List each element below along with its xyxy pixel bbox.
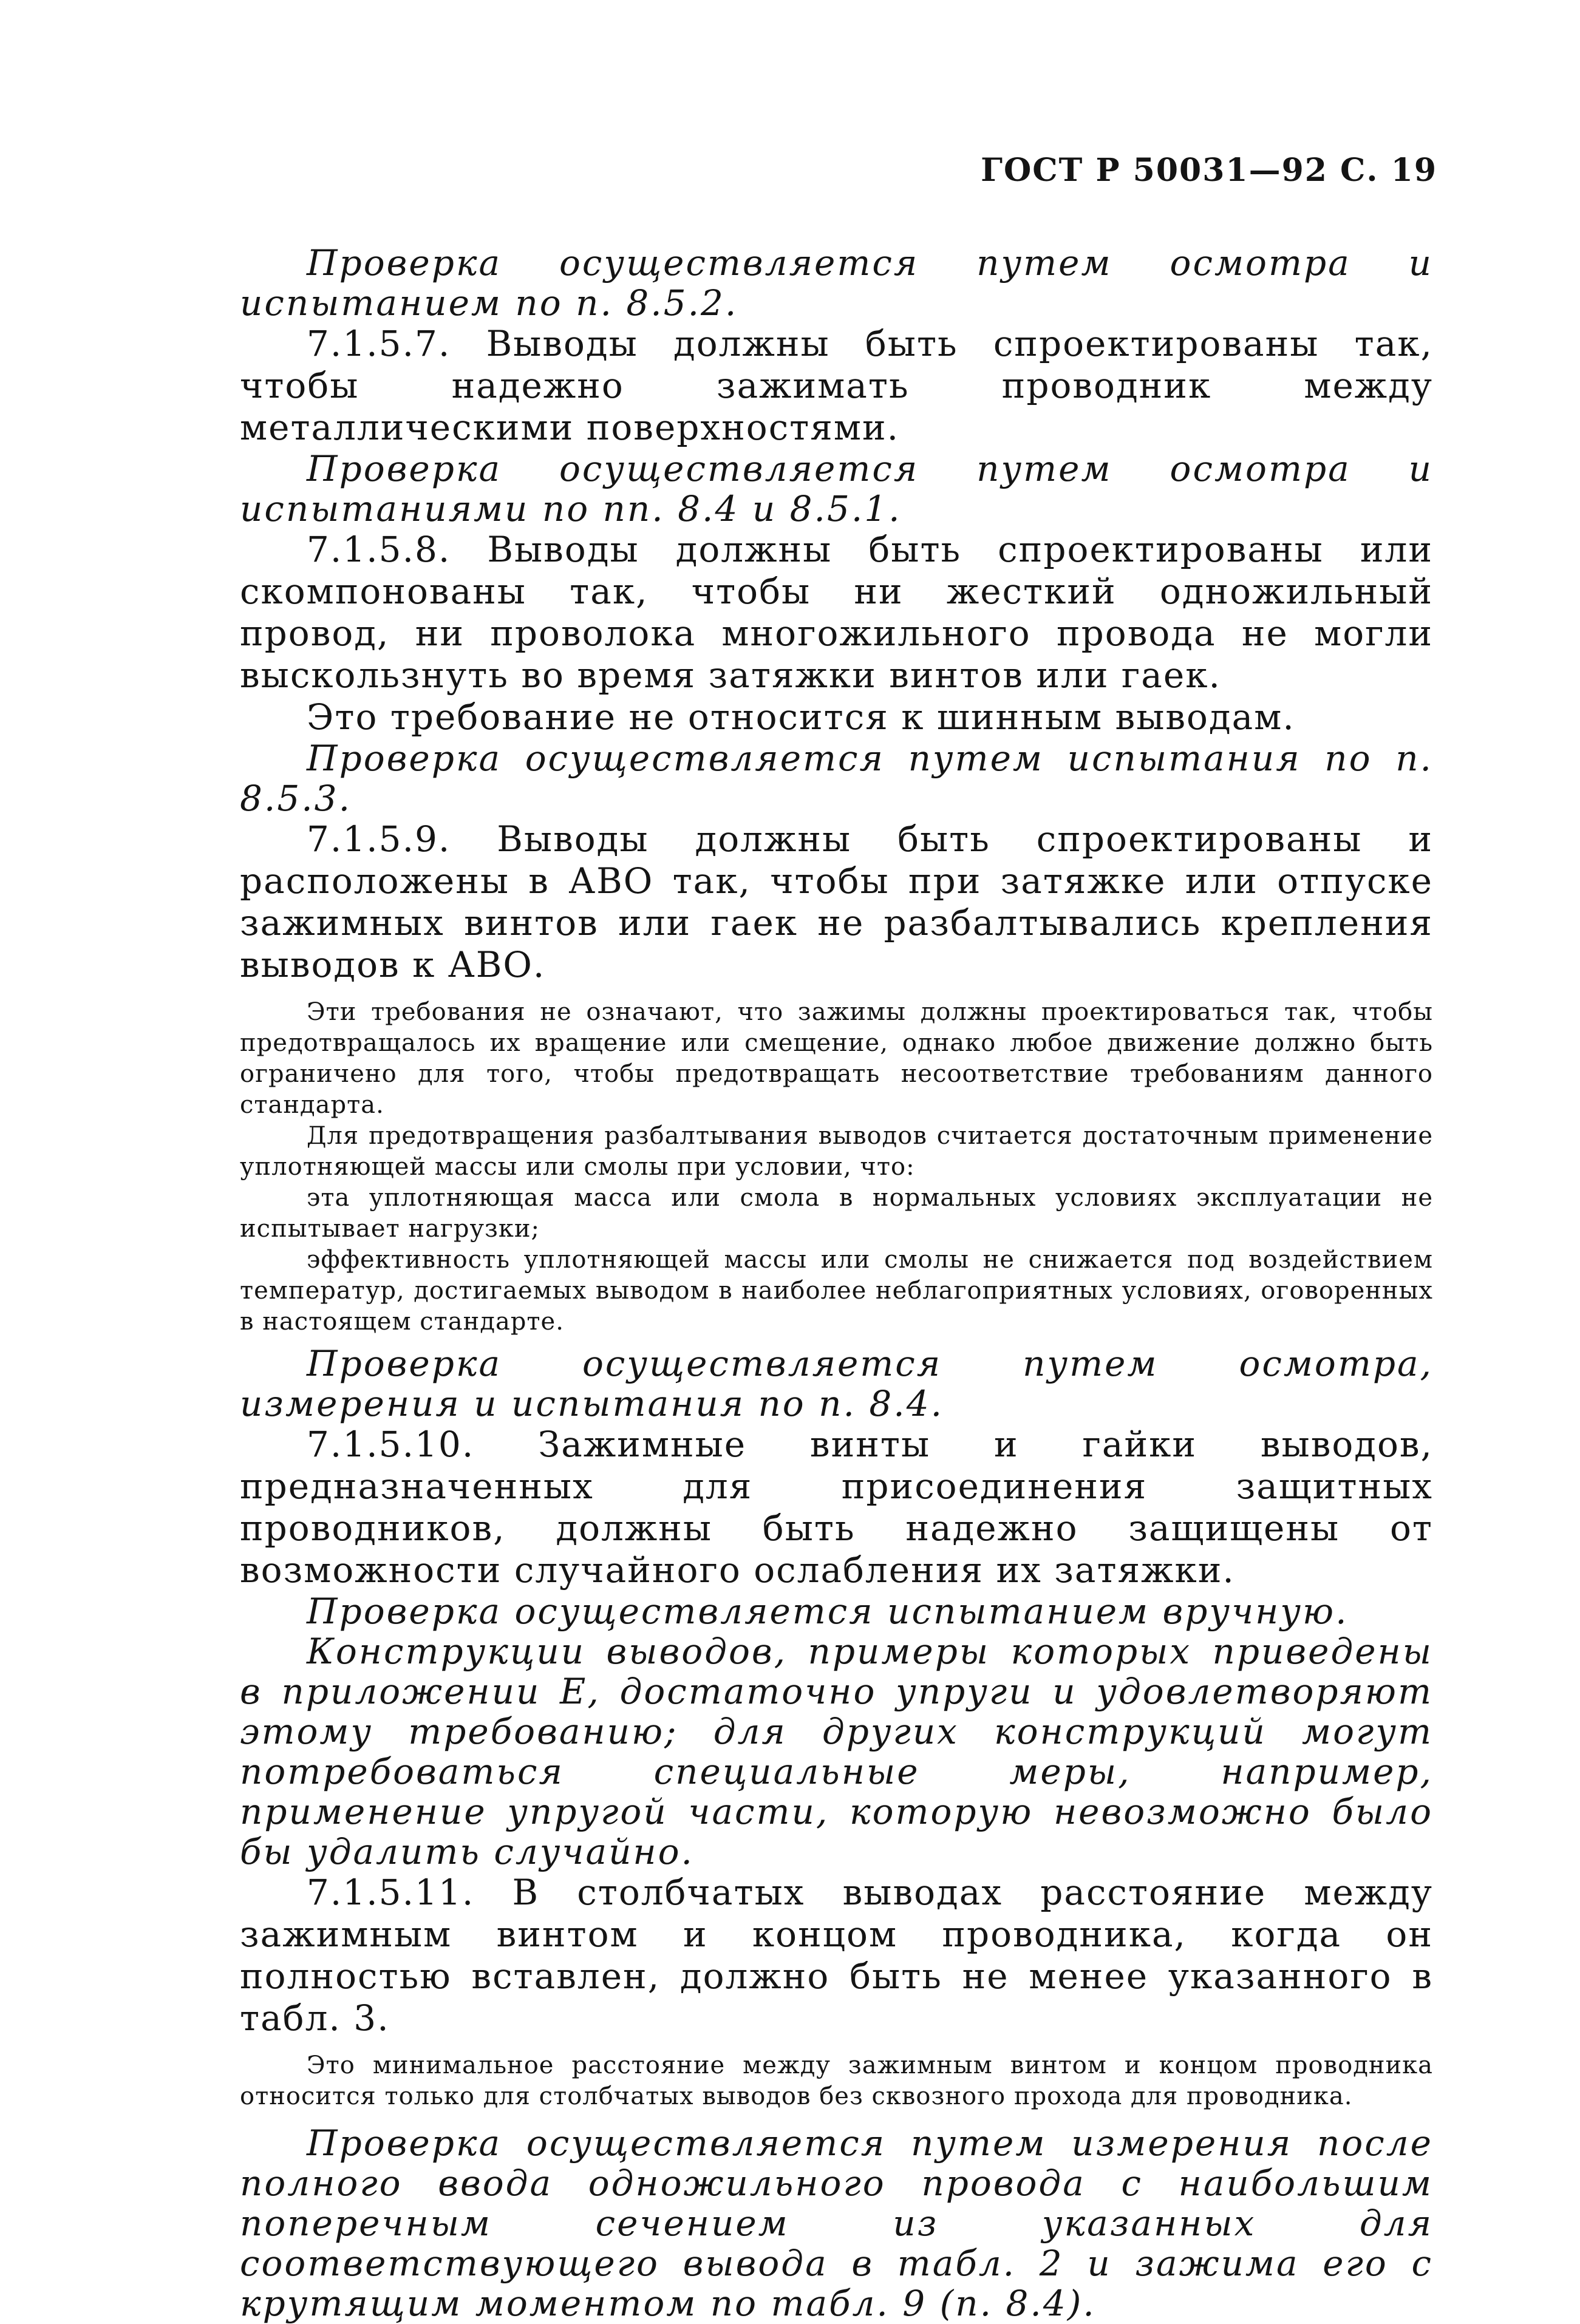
small-note: Эти требования не означают, что зажимы должны проектироваться так, чтобы предотвращалось их вращение или смещение, однако любое движение должно быть ограничено для того, чтобы предотвращать несоответствие требованиям данного стандарта. xyxy=(240,998,1433,1119)
document-body xyxy=(240,243,1433,2323)
clause-7-1-5-8: 7.1.5.8. Выводы должны быть спроектированы или скомпонованы так, чтобы ни жесткий одножильный провод, ни проволока многожильного провода не могли выскользнуть во время затяжки винтов или гаек. xyxy=(240,529,1433,696)
clause-7-1-5-10: 7.1.5.10. Зажимные винты и гайки выводов, предназначенных для присоединения защитных проводников, должны быть надежно защищены от возможности случайного ослабления их затяжки. xyxy=(240,1424,1433,1591)
requirement-note: Это требование не относится к шинным выводам. xyxy=(307,696,1295,738)
italic-note: Конструкции выводов, примеры которых приведены в приложении Е, достаточно упруги и удовлетворяют этому требованию; для других конструкций могут потребоваться специальные меры, например, применение упругой части, которую невозможно было бы удалить случайно. xyxy=(240,1631,1433,1872)
page-header: ГОСТ Р 50031—92 С. 19 xyxy=(981,152,1437,189)
check-note: Проверка осуществляется путем осмотра, измерения и испытания по п. 8.4. xyxy=(240,1343,1433,1424)
small-note: Для предотвращения разбалтывания выводов считается достаточным применение уплотняющей массы или смолы при условии, что: xyxy=(240,1122,1433,1181)
check-note: Проверка осуществляется путем измерения после полного ввода одножильного провода с наибольшим поперечным сечением из указанных для соответствующего вывода в табл. 2 и зажима его с крутящим моментом по табл. 9 (п. 8.4). xyxy=(240,2122,1433,2324)
check-note: Проверка осуществляется путем испытания по п. 8.5.3. xyxy=(240,738,1433,819)
clause-7-1-5-11: 7.1.5.11. В столбчатых выводах расстояние между зажимным винтом и концом проводника, когда он полностью вставлен, должно быть не менее указанного в табл. 3. xyxy=(240,1872,1433,2039)
small-note: Это минимальное расстояние между зажимным винтом и концом проводника относится только для столбчатых выводов без сквозного прохода для проводника. xyxy=(240,2051,1433,2110)
clause-7-1-5-7: 7.1.5.7. Выводы должны быть спроектированы так, чтобы надежно зажимать проводник между металлическими поверхностями. xyxy=(240,323,1433,448)
check-note: Проверка осуществляется испытанием вручную. xyxy=(307,1591,1349,1632)
check-note: Проверка осуществляется путем осмотра и испытанием по п. 8.5.2. xyxy=(240,242,1433,324)
clause-7-1-5-9: 7.1.5.9. Выводы должны быть спроектированы и расположены в АВО так, чтобы при затяжке или отпуске зажимных винтов или гаек не разбалтывались крепления выводов к АВО. xyxy=(240,818,1433,985)
small-note-item: эта уплотняющая масса или смола в нормальных условиях эксплуатации не испытывает нагрузки; xyxy=(240,1184,1433,1243)
check-note: Проверка осуществляется путем осмотра и испытаниями по пп. 8.4 и 8.5.1. xyxy=(240,448,1433,529)
small-note-item: эффективность уплотняющей массы или смолы не снижается под воздействием температур, достигаемых выводом в наиболее неблагоприятных условиях, оговоренных в настоящем стандарте. xyxy=(240,1246,1433,1336)
